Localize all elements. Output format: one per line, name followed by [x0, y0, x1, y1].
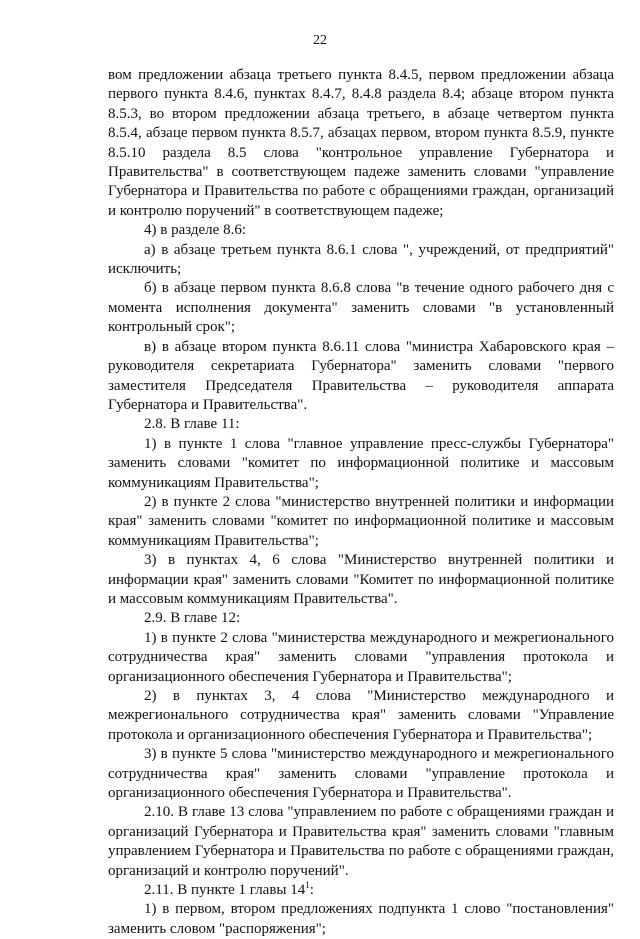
paragraph-6: 2.8. В главе 11:: [144, 416, 240, 433]
paragraph-7: 1) в пункте 1 слова "главное управление пресс-службы Губернатора" заменить словами "комитет по информационной политике и массовым коммуникациям Правительства";: [108, 435, 614, 491]
paragraph-2: 4) в разделе 8.6:: [144, 222, 246, 239]
paragraph-3: а) в абзаце третьем пункта 8.6.1 слова ", учреждений, от предприятий" исключить;: [108, 241, 614, 278]
paragraph-11: 1) в пункте 2 слова "министерства международного и межрегионального сотрудничества края" заменить словами "управления протокола и организационного обеспечения Губернатора и Правительства";: [108, 629, 614, 685]
paragraph-13: 3) в пункте 5 слова "министерство международного и межрегионального сотрудничества края" заменить словами "управление протокола и организационного обеспечения Губернатора и Правительства".: [108, 746, 614, 802]
paragraph-12: 2) в пунктах 3, 4 слова "Министерство международного и межрегионального сотрудничества края" заменить словами "Управление протокола и организационного обеспечения Губернатора и Правительства";: [108, 688, 614, 743]
paragraph-9: 3) в пунктах 4, 6 слова "Министерство внутренней политики и информации края" заменить словами "Комитет по информационной политике и массовым коммуникациям Правительства".: [108, 552, 614, 607]
paragraph-10: 2.9. В главе 12:: [144, 610, 241, 627]
document-body: [108, 66, 614, 939]
paragraph-5: в) в абзаце втором пункта 8.6.11 слова "министра Хабаровского края – руководителя секретариата Губернатора" заменить словами "первого заместителя Председателя Правительства – руководителя аппарата Губернатора и Правительства".: [108, 338, 614, 413]
paragraph-8: 2) в пункте 2 слова "министерство внутренней политики и информации края" заменить словами "комитет по информационной политике и массовым коммуникациям Правительства";: [108, 493, 614, 549]
chapter-superscript: 1: [305, 880, 310, 891]
paragraph-15: [108, 881, 614, 900]
page-number: 22: [313, 33, 327, 48]
paragraph-16: 1) в первом, втором предложениях подпункта 1 слово "постановления" заменить словом "распоряжения";: [108, 901, 614, 937]
paragraph-15-text: 2.11. В пункте 1 главы 14: [144, 882, 306, 899]
paragraph-4: б) в абзаце первом пункта 8.6.8 слова "в течение одного рабочего дня с момента исполнения документа" заменить словами "в установленный контрольный срок";: [108, 280, 614, 336]
paragraph-15-colon: :: [309, 882, 314, 899]
paragraph-1: вом предложении абзаца третьего пункта 8.4.5, первом предложении абзаца первого пункта 8.4.6, пунктах 8.4.7, 8.4.8 раздела 8.4; абзаце втором пункта 8.5.3, во втором предложении абзаца третьего, в абзаце четвертом пункта 8.5.4, абзаце первом пункта 8.5.7, абзацах первом, втором пункта 8.5.9, пункте 8.5.10 раздела 8.5 слова "контрольное управление Губернатора и Правительства" в соответствующем падеже заменить словами "управление Губернатора и Правительства по работе с обращениями граждан, организаций и контролю поручений" в соответствующем падеже;: [108, 67, 614, 219]
paragraph-14: 2.10. В главе 13 слова "управлением по работе с обращениями граждан и организаций Губернатора и Правительства края" заменить словами "главным управлением Губернатора и Правительства по работе с обращениями граждан, организаций и контролю поручений".: [108, 804, 614, 879]
